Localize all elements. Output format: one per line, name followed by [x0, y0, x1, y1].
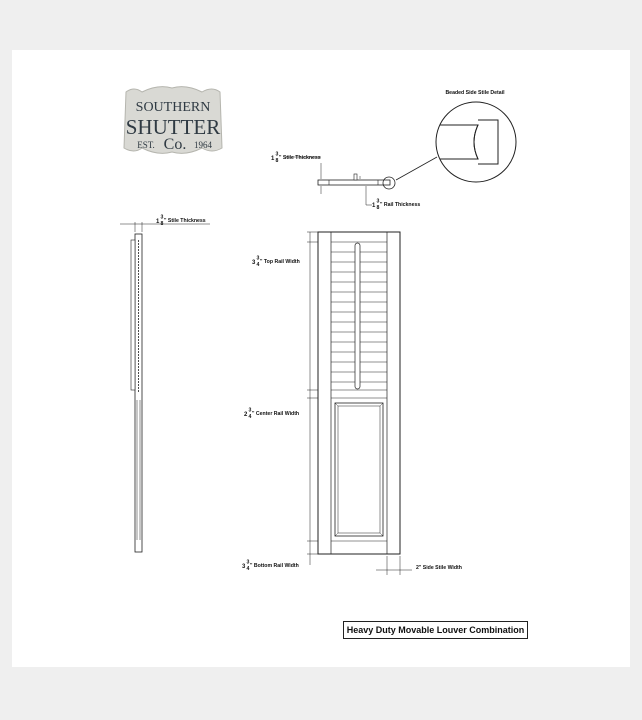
drawing-title: Heavy Duty Movable Louver Combination — [343, 621, 528, 639]
svg-text:" Stile Thickness: " Stile Thickness — [279, 155, 321, 161]
dim-center-rail — [244, 408, 299, 421]
svg-text:3: 3 — [248, 407, 252, 414]
dim-bottom-rail — [242, 560, 299, 573]
detail-label: Beaded Side Stile Detail — [445, 90, 505, 96]
svg-text:3: 3 — [256, 255, 260, 262]
svg-text:8: 8 — [160, 221, 164, 227]
company-logo — [124, 87, 222, 154]
svg-text:1: 1 — [372, 203, 376, 209]
svg-text:" Center Rail Width: " Center Rail Width — [252, 411, 300, 417]
logo-southern: SOUTHERN — [135, 100, 211, 115]
svg-text:1: 1 — [156, 219, 160, 225]
svg-text:3: 3 — [376, 198, 380, 205]
svg-text:3: 3 — [160, 214, 164, 221]
dim-rail-thickness — [372, 199, 420, 212]
svg-text:2: 2 — [244, 412, 248, 418]
logo-shutter: SHUTTER — [125, 115, 221, 139]
svg-text:3: 3 — [242, 564, 246, 570]
tilt-rod — [355, 243, 360, 389]
dim-side-stile — [416, 565, 462, 571]
dim-stile-thickness-side — [156, 215, 206, 228]
svg-text:8: 8 — [376, 205, 380, 211]
svg-text:" Top Rail Width: " Top Rail Width — [260, 259, 300, 265]
svg-text:" Stile Thickness: " Stile Thickness — [164, 218, 206, 224]
logo-est: EST. — [137, 140, 155, 150]
svg-text:3: 3 — [275, 151, 279, 158]
beaded-detail — [396, 90, 516, 182]
svg-text:1: 1 — [271, 156, 275, 162]
raised-panel — [335, 403, 383, 536]
svg-text:4: 4 — [256, 262, 260, 268]
svg-text:8: 8 — [275, 158, 279, 164]
dim-stile-thickness-top — [271, 152, 321, 165]
svg-text:" Bottom Rail Width: " Bottom Rail Width — [250, 563, 299, 569]
svg-text:2" Side Stile Width: 2" Side Stile Width — [416, 565, 462, 571]
svg-text:4: 4 — [248, 414, 252, 420]
svg-text:4: 4 — [246, 566, 250, 572]
dim-top-rail — [252, 256, 300, 269]
svg-text:" Rail Thickness: " Rail Thickness — [380, 202, 421, 208]
logo-year: 1964 — [194, 140, 212, 150]
svg-text:3: 3 — [246, 559, 250, 566]
side-profile-view — [120, 222, 210, 552]
logo-co: Co. — [163, 136, 187, 153]
front-elevation — [307, 232, 412, 575]
svg-text:3: 3 — [252, 260, 256, 266]
